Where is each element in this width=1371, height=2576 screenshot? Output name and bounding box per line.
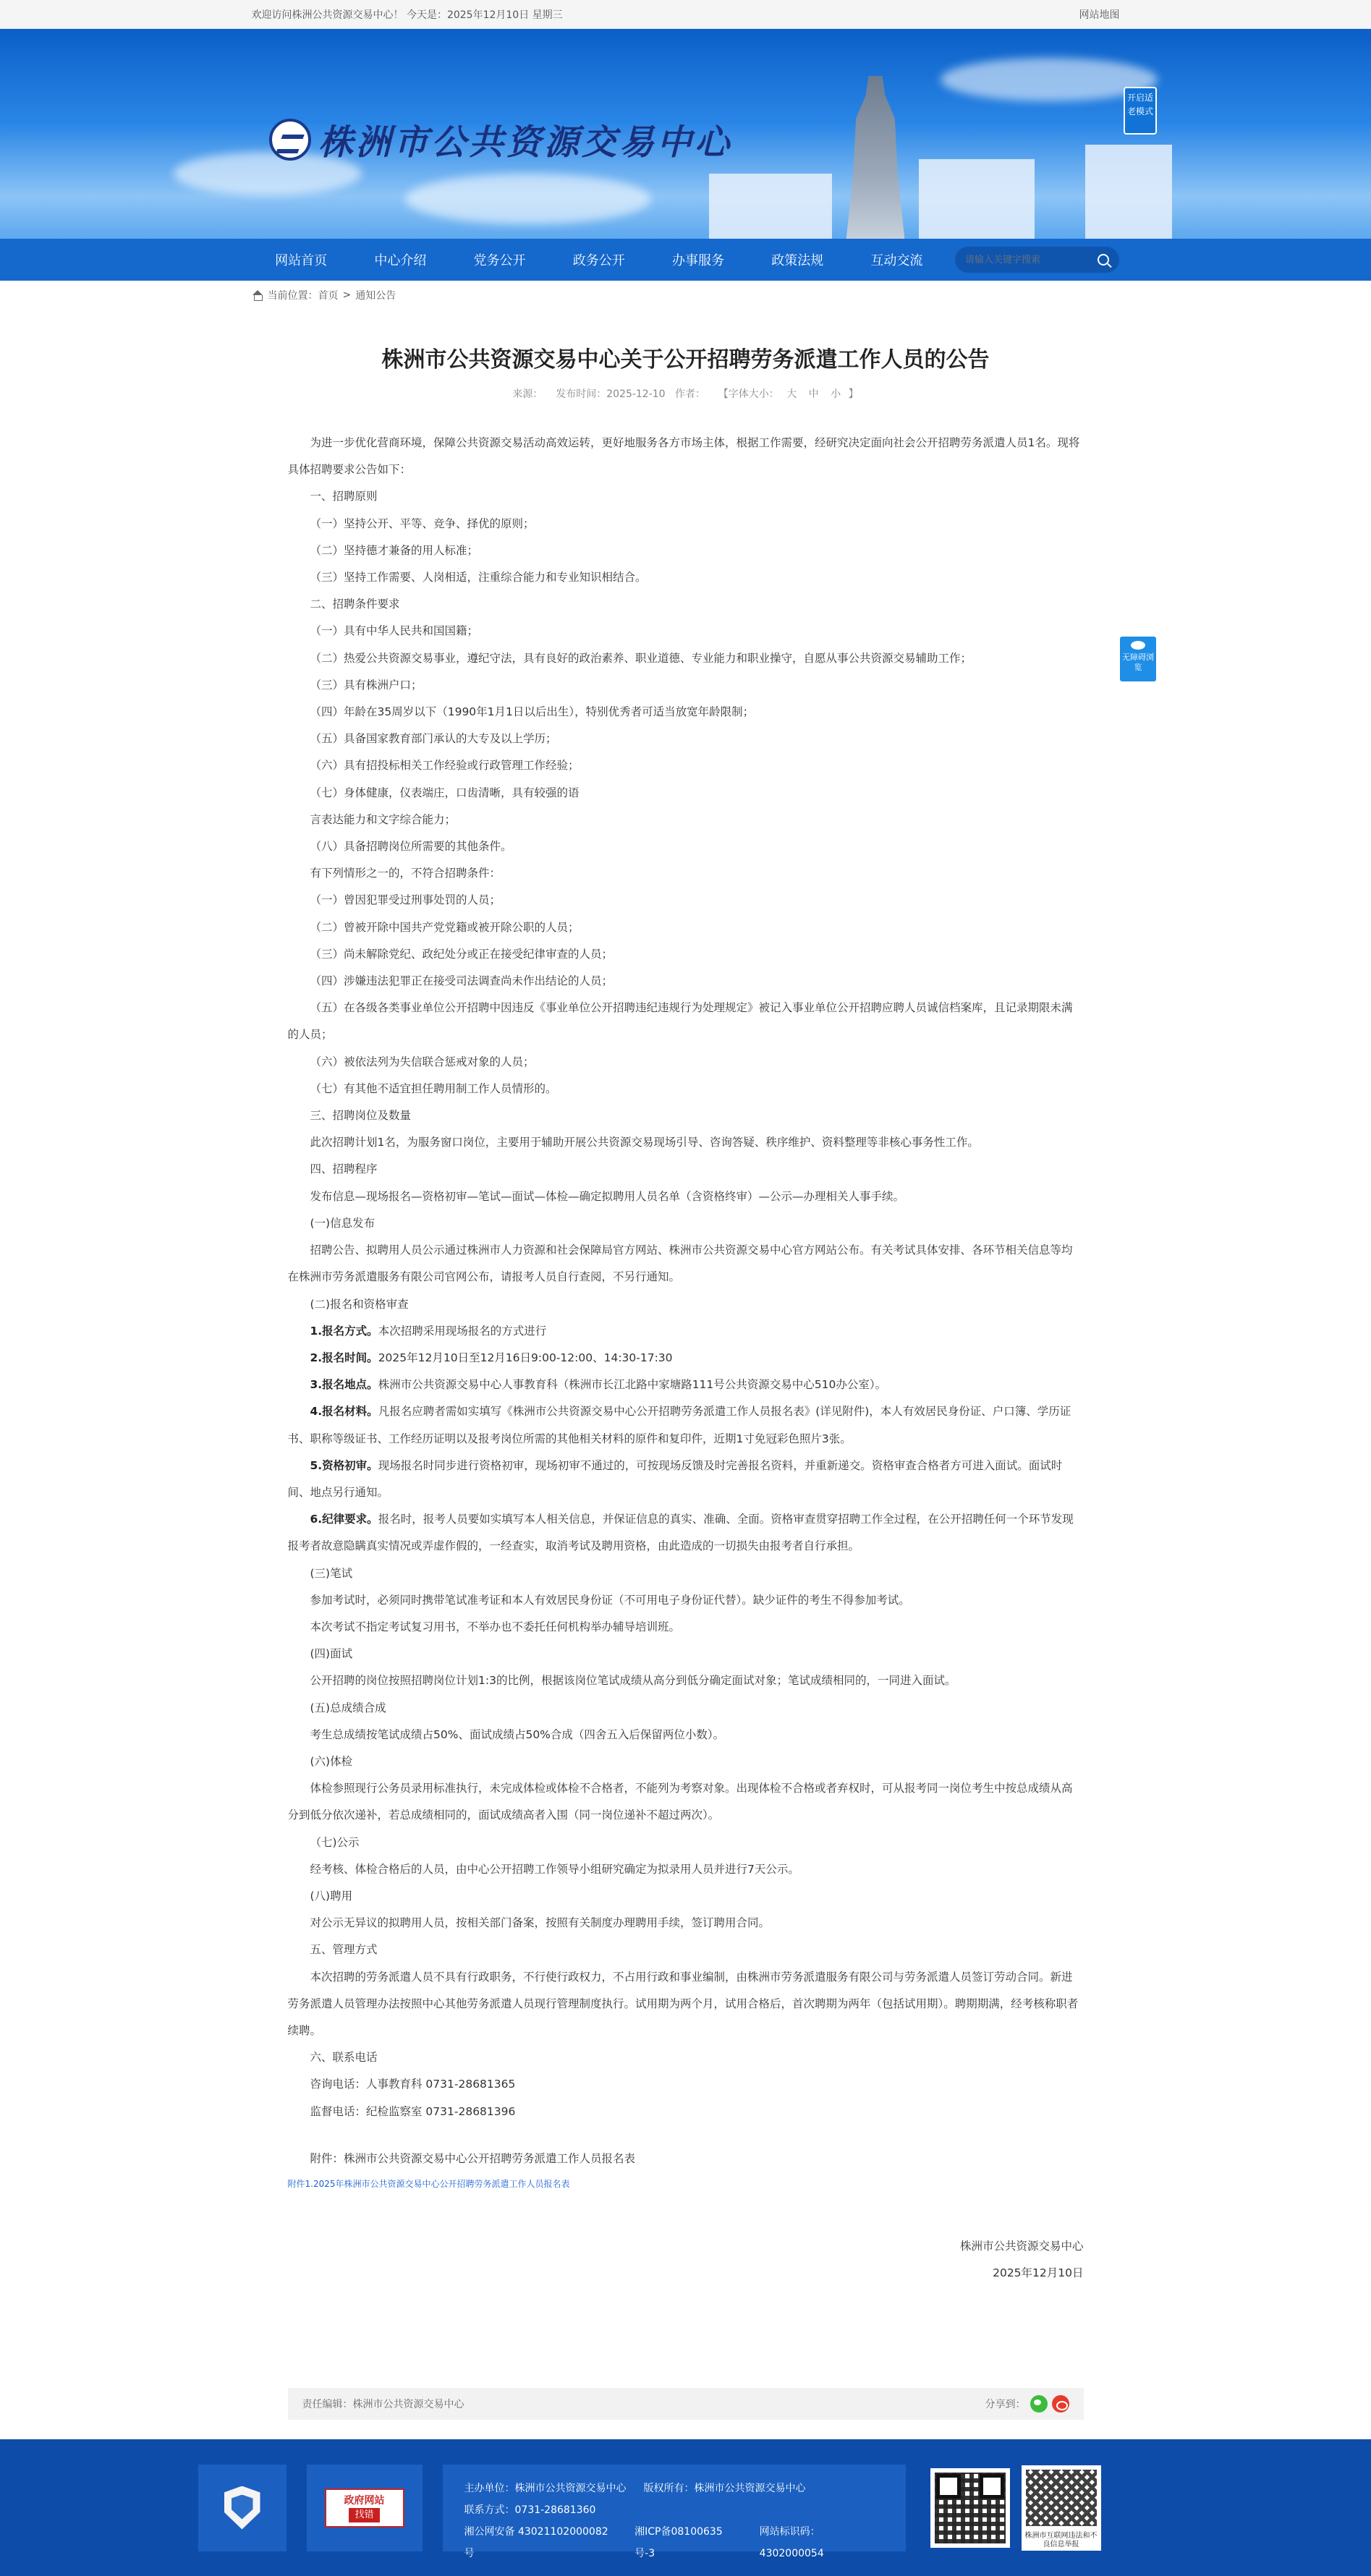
article-paragraph: [288, 1667, 1084, 1694]
article-paragraph: [288, 1910, 1084, 1937]
paragraph-text: 株洲市公共资源交易中心人事教育科（株洲市长江北路中家塘路111号公共资源交易中心510办公室）。: [378, 1378, 887, 1392]
article-paragraph: [288, 1049, 1084, 1076]
article-title: 株洲市公共资源交易中心关于公开招聘劳务派遣工作人员的公告: [381, 347, 990, 373]
article-paragraph: [288, 1398, 1084, 1452]
paragraph-text: (一)信息发布: [310, 1216, 375, 1230]
paragraph-text: 监督电话：纪检监察室 0731-28681396: [310, 2104, 516, 2118]
article-paragraph: [288, 672, 1084, 699]
meta-font-size-label: 【字体大小：: [718, 388, 779, 400]
paragraph-text: （四）年龄在35周岁以下（1990年1月1日以后出生），特别优秀者可适当放宽年龄限制；: [310, 705, 755, 719]
article-paragraph: [288, 1076, 1084, 1102]
article-paragraph: [288, 914, 1084, 941]
breadcrumb: [252, 281, 1120, 310]
footer-police-record[interactable]: 湘公网安备 43021102000082号: [464, 2525, 608, 2559]
article-paragraph: [288, 1102, 1084, 1129]
article-paragraph: [288, 1372, 1084, 1398]
article-paragraph: [288, 591, 1084, 618]
paragraph-text: （六）具有招投标相关工作经验或行政管理工作经验；: [310, 759, 580, 773]
article-paragraph: [288, 1641, 1084, 1667]
footer-sponsor: 主办单位：株洲市公共资源交易中心: [464, 2482, 627, 2494]
paragraph-text: 此次招聘计划1名，为服务窗口岗位，主要用于辅助开展公共资源交易现场引导、咨询答疑、秩序维护、资料整理等非核心事务性工作。: [310, 1136, 979, 1149]
paragraph-text: （五）具备国家教育部门承认的大专及以上学历；: [310, 732, 557, 746]
nav-item-home[interactable]: 网站首页: [275, 253, 328, 268]
elder-mode-button[interactable]: 开启适老模式: [1124, 87, 1157, 135]
article-paragraph: [288, 430, 1084, 483]
font-size-medium[interactable]: 中: [808, 388, 819, 400]
gov-sub-label: 找错: [349, 2508, 379, 2522]
paragraph-text: (六)体检: [310, 1754, 353, 1768]
shield-icon: [224, 2486, 260, 2530]
signature: [288, 2233, 1084, 2287]
paragraph-text: 本次考试不指定考试复习用书，不举办也不委托任何机构举办辅导培训班。: [310, 1620, 681, 1633]
paragraph-text: （八）具备招聘岗位所需要的其他条件。: [310, 840, 512, 854]
attachment-link[interactable]: 附件1.2025年株洲市公共资源交易中心公开招聘劳务派遣工作人员报名表: [287, 2178, 570, 2189]
share-group: [985, 2395, 1069, 2413]
meta-author: 作者：: [674, 388, 705, 400]
article-paragraph: [288, 2071, 1084, 2098]
main-nav: [0, 239, 1371, 281]
paragraph-text: （七）身体健康，仪表端庄，口齿清晰，具有较强的语: [310, 786, 580, 799]
nav-item-about[interactable]: 中心介绍: [374, 253, 427, 268]
article-paragraph: [288, 1964, 1084, 2045]
article-paragraph: [288, 1183, 1084, 1210]
paragraph-text: （一）曾因犯罪受过刑事处罚的人员；: [310, 893, 501, 907]
paragraph-text: （二）曾被开除中国共产党党籍或被开除公职的人员；: [310, 920, 580, 934]
paragraph-text: （三）具有株洲户口；: [310, 678, 423, 692]
article-paragraph: [288, 860, 1084, 887]
footer: [0, 2439, 1371, 2576]
weibo-share-icon[interactable]: [1052, 2395, 1069, 2413]
breadcrumb-home[interactable]: 首页: [318, 290, 339, 302]
nav-item-policy[interactable]: 政策法规: [771, 253, 824, 268]
article-paragraph: [288, 1156, 1084, 1183]
article-paragraph: [288, 1695, 1084, 1722]
meta-font-size-close: 】: [848, 388, 859, 400]
meta-publish-time: 发布时间：2025-12-10: [556, 388, 666, 400]
paragraph-text: （二）坚持德才兼备的用人标准；: [310, 543, 479, 557]
report-qr-caption: 株洲市互联网违法和不良信息举报: [1022, 2530, 1101, 2551]
article-paragraph: [288, 1722, 1084, 1748]
article-meta: [288, 386, 1084, 401]
paragraph-text: 六、联系电话: [310, 2051, 378, 2065]
paragraph-text: （三）坚持工作需要、人岗相适，注重综合能力和专业知识相结合。: [310, 571, 647, 585]
nav-item-services[interactable]: 办事服务: [671, 253, 724, 268]
share-label: 分享到：: [985, 2398, 1026, 2410]
article-paragraph: [288, 726, 1084, 752]
article-paragraph: [288, 833, 1084, 860]
article-paragraph: [288, 887, 1084, 914]
article-paragraph: [288, 483, 1084, 510]
article-paragraph: [288, 1748, 1084, 1775]
accessibility-button[interactable]: 无障碍浏览: [1120, 637, 1156, 681]
article-paragraph: [288, 1237, 1084, 1291]
paragraph-text: 本次招聘采用现场报名的方式进行: [378, 1324, 547, 1338]
article-paragraph: [288, 1453, 1084, 1506]
paragraph-text: 公开招聘的岗位按照招聘岗位计划1:3的比例，根据该岗位笔试成绩从高分到低分确定面试对象；笔试成绩相同的，一同进入面试。: [310, 1674, 956, 1688]
article-paragraph: [288, 1318, 1084, 1345]
paragraph-text: （五）在各级各类事业单位公开招聘中因违反《事业单位公开招聘违纪违规行为处理规定》被记入事业单位公开招聘应聘人员诚信档案库，且记录期限未满的人员；: [287, 1001, 1073, 1042]
nav-item-government[interactable]: 政务公开: [572, 253, 625, 268]
footer-icp[interactable]: 湘ICP备08100635号-3: [634, 2525, 723, 2559]
article-paragraph: [288, 537, 1084, 564]
top-bar: [0, 0, 1371, 29]
paragraph-text: 考生总成绩按笔试成绩占50%、面试成绩占50%合成（四舍五入后保留两位小数）。: [310, 1727, 725, 1741]
article-paragraph: [288, 645, 1084, 672]
article-paragraph: [288, 2044, 1084, 2071]
paragraph-text: 为进一步优化营商环境，保障公共资源交易活动高效运转，更好地服务各方市场主体，根据工作需要，经研究决定面向社会公开招聘劳务派遣人员1名。现将具体招聘要求公告如下：: [287, 436, 1080, 477]
paragraph-text: 体检参照现行公务员录用标准执行，未完成体检或体检不合格者，不能列为考察对象。出现体检不合格或者弃权时，可从报考同一岗位考生中按总成绩从高分到低分依次递补，若总成绩相同的，面试成绩高者入围（同一岗位递补不超过两次）。: [287, 1782, 1073, 1822]
welcome-text: 欢迎访问株洲公共资源交易中心！ 今天是：2025年12月10日 星期三: [251, 9, 563, 21]
paragraph-text: （一）坚持公开、平等、竞争、择优的原则；: [310, 517, 535, 530]
article-paragraph: [288, 1506, 1084, 1560]
footer-site-code: 网站标识码：4302000054: [759, 2525, 824, 2559]
paragraph-text: 对公示无异议的拟聘用人员，按相关部门备案，按照有关制度办理聘用手续，签订聘用合同。: [310, 1916, 771, 1930]
wechat-share-icon[interactable]: [1030, 2395, 1048, 2413]
paragraph-heading: 6.纪律要求。: [310, 1513, 378, 1526]
article-paragraph: [288, 968, 1084, 995]
breadcrumb-current[interactable]: 通知公告: [355, 290, 396, 302]
article-paragraph: [288, 699, 1084, 726]
attachment-label: 附件：株洲市公共资源交易中心公开招聘劳务派遣工作人员报名表: [310, 2151, 636, 2165]
report-qr-code[interactable]: [1022, 2465, 1101, 2551]
paragraph-text: (二)报名和资格审查: [310, 1297, 409, 1311]
paragraph-heading: 4.报名材料。: [310, 1405, 378, 1419]
paragraph-text: 招聘公告、拟聘用人员公示通过株洲市人力资源和社会保障局官方网站、株洲市公共资源交易中心官方网站公布。有关考试具体安排、各环节相关信息等均在株洲市劳务派遣服务有限公司官网公布，请报考人员自行查阅，不另行通知。: [287, 1244, 1073, 1284]
article-paragraph: [288, 807, 1084, 833]
article-paragraph: [288, 1560, 1084, 1587]
paragraph-heading: 3.报名地点。: [310, 1378, 378, 1392]
article-paragraph: [288, 1345, 1084, 1372]
paragraph-text: 凡报名应聘者需如实填写《株洲市公共资源交易中心公开招聘劳务派遣工作人员报名表》(详见附件)，本人有效居民身份证、户口簿、学历证书、职称等级证书、工作经历证明以及报考岗位所需的其他相关材料的原件和复印件，近期1寸免冠彩色照片3张。: [287, 1405, 1071, 1445]
footer-copyright: 版权所有：株洲市公共资源交易中心: [643, 2482, 806, 2494]
article-paragraph: [288, 1129, 1084, 1156]
paragraph-text: 二、招聘条件要求: [310, 598, 400, 611]
paragraph-text: （七)公示: [310, 1835, 360, 1849]
site-logo[interactable]: [269, 114, 732, 164]
logo-text: 株洲市公共资源交易中心: [318, 122, 733, 163]
paragraph-text: 有下列情形之一的，不符合招聘条件：: [310, 867, 501, 880]
paragraph-text: 咨询电话：人事教育科 0731-28681365: [310, 2078, 516, 2091]
paragraph-heading: 1.报名方式。: [310, 1324, 378, 1338]
paragraph-text: 发布信息—现场报名—资格初审—笔试—面试—体检—确定拟聘用人员名单（含资格终审）—公示—办理相关人事手续。: [310, 1189, 905, 1203]
paragraph-text: (三)笔试: [310, 1566, 353, 1580]
article-paragraph: [288, 1291, 1084, 1318]
article-paragraph: [288, 1587, 1084, 1614]
paragraph-text: （六）被依法列为失信联合惩戒对象的人员；: [310, 1055, 535, 1068]
paragraph-text: （四）涉嫌违法犯罪正在接受司法调查尚未作出结论的人员；: [310, 974, 614, 988]
footer-phone: 联系方式：0731-28681360: [464, 2504, 596, 2516]
sitemap-link[interactable]: 网站地图: [1079, 9, 1120, 21]
statue-image: [841, 76, 910, 239]
article-paragraph: [288, 1775, 1084, 1829]
search-box: [955, 247, 1119, 273]
article-paragraph: [288, 1829, 1084, 1856]
paragraph-text: （三）尚未解除党纪、政纪处分或正在接受纪律审查的人员；: [310, 947, 614, 961]
footer-info: [443, 2465, 906, 2559]
nav-item-interaction[interactable]: 互动交流: [870, 253, 923, 268]
paragraph-text: 现场报名时同步进行资格初审，现场初审不通过的，可按现场反馈及时完善报名资料，并重新递交。资格审查合格者方可进入面试。面试时间、地点另行通知。: [287, 1458, 1063, 1499]
font-size-small[interactable]: 小: [831, 388, 841, 400]
paragraph-text: 言表达能力和文字综合能力；: [310, 812, 457, 826]
article-paragraph: [288, 1614, 1084, 1641]
paragraph-text: 参加考试时，必须同时携带笔试准考证和本人有效居民身份证（不可用电子身份证代替）。缺少证件的考生不得参加考试。: [310, 1593, 910, 1607]
paragraph-heading: 5.资格初审。: [310, 1458, 378, 1472]
paragraph-heading: 2.报名时间。: [310, 1351, 378, 1364]
article-paragraph: [288, 995, 1084, 1048]
article-paragraph: [288, 1856, 1084, 1883]
paragraph-text: 本次招聘的劳务派遣人员不具有行政职务，不行使行政权力，不占用行政和事业编制，由株洲市劳务派遣服务有限公司与劳务派遣人员签订劳动合同。新进劳务派遣人员管理办法按照中心其他劳务派遣人员现行管理制度执行。试用期为两个月，试用合格后，首次聘期为两年（包括试用期）。聘期期满，经考核称职者续聘。: [287, 1970, 1079, 2037]
gov-label: 政府网站: [344, 2494, 385, 2507]
nav-item-party[interactable]: 党务公开: [473, 253, 526, 268]
meta-source: 来源：: [512, 388, 543, 400]
responsible-editor: 责任编辑：株洲市公共资源交易中心: [302, 2398, 464, 2410]
font-size-large[interactable]: 大: [786, 388, 797, 400]
signature-date: 2025年12月10日: [993, 2266, 1084, 2279]
article-paragraph: [288, 1210, 1084, 1237]
qr-code-image: [930, 2468, 1010, 2548]
editor-bar: [288, 2388, 1084, 2420]
breadcrumb-prefix: 当前位置：: [267, 290, 318, 302]
article-body: [288, 430, 1084, 2125]
paragraph-text: (四)面试: [310, 1647, 353, 1661]
article-paragraph: [288, 2099, 1084, 2125]
gov-site-error-finder[interactable]: [307, 2465, 423, 2551]
article-paragraph: [288, 564, 1084, 591]
paragraph-text: (八)聘用: [310, 1889, 353, 1903]
article-paragraph: [288, 752, 1084, 779]
article-paragraph: [288, 618, 1084, 645]
paragraph-text: 一、招聘原则: [310, 490, 378, 503]
article-paragraph: [288, 511, 1084, 537]
search-input[interactable]: [965, 255, 1088, 265]
paragraph-text: 报名时，报考人员要如实填写本人相关信息，并保证信息的真实、准确、全面。资格审查贯穿招聘工作全过程，在公开招聘任何一个环节发现报考者故意隐瞒真实情况或弄虚作假的，一经查实，取消考试及聘用资格，由此造成的一切损失由报考者自行承担。: [287, 1513, 1074, 1553]
header-banner: [0, 29, 1371, 239]
article: [288, 341, 1084, 2287]
paragraph-text: （二）热爱公共资源交易事业，遵纪守法，具有良好的政治素养、职业道德、专业能力和职业操守，自愿从事公共资源交易辅助工作；: [310, 651, 972, 665]
paragraph-text: （一）具有中华人民共和国国籍；: [310, 624, 479, 638]
paragraph-text: 四、招聘程序: [310, 1162, 378, 1176]
breadcrumb-separator: >: [342, 289, 352, 301]
paragraph-text: 2025年12月10日至12月16日9:00-12:00、14:30-17:30: [378, 1351, 673, 1364]
signature-org: 株洲市公共资源交易中心: [959, 2239, 1084, 2253]
paragraph-text: 五、管理方式: [310, 1943, 378, 1957]
article-paragraph: [288, 1883, 1084, 1910]
paragraph-text: 三、招聘岗位及数量: [310, 1109, 412, 1123]
article-paragraph: [288, 1937, 1084, 1963]
paragraph-text: 经考核、体检合格后的人员，由中心公开招聘工作领导小组研究确定为拟录用人员并进行7天公示。: [310, 1862, 799, 1876]
party-gov-badge[interactable]: [198, 2465, 286, 2551]
paragraph-text: （七）有其他不适宜担任聘用制工作人员情形的。: [310, 1081, 557, 1095]
search-icon[interactable]: [1098, 254, 1109, 265]
logo-emblem-icon: [269, 119, 311, 161]
home-icon: [252, 290, 263, 300]
paragraph-text: (五)总成绩合成: [310, 1701, 386, 1714]
article-paragraph: [288, 780, 1084, 807]
article-paragraph: [288, 941, 1084, 968]
